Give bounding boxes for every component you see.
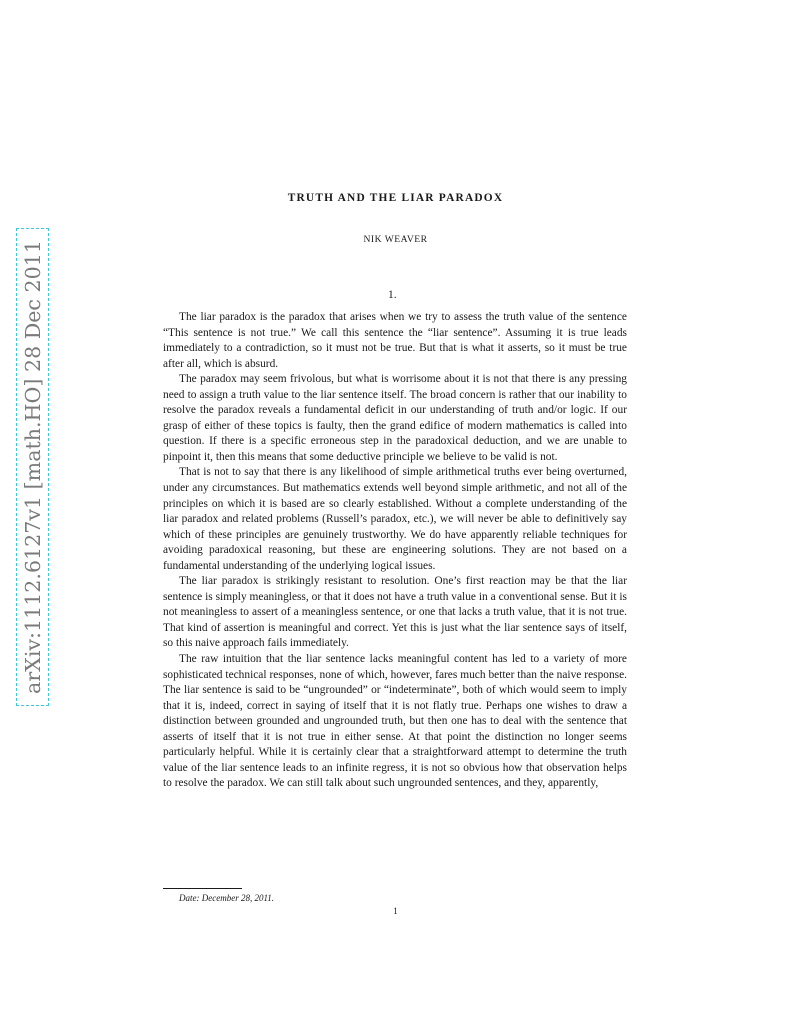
paper-author: NIK WEAVER [363, 234, 428, 245]
paragraph: The raw intuition that the liar sentence lacks meaningful content has led to a variety of more sophisticated technical responses, none of which, however, fares much better than the naive response. The liar sentence is said to be “ungrounded” or “indeterminate”, both of which would seem to imply that it is, indeed, correct in saying of itself that it is not flatly true. Perhaps one wishes to draw a distinction between grounded and ungrounded truth, but then one has to deal with the sentence that asserts of itself that it is not true in either sense. At that point the distinction no longer seems particularly helpful. While it is certainly clear that a straightforward attempt to determine the truth value of the liar sentence leads to an infinite regress, it is not so obvious how that observation helps to resolve the paradox. We can still talk about such ungrounded sentences, and they, apparently, [163, 653, 627, 790]
paragraph: The liar paradox is strikingly resistant to resolution. One’s first reaction may be that the liar sentence is simply meaningless, or that it does not have a truth value in a conventional sense. But it is not meaningless to assert of a meaningless sentence, or one that lacks a truth value, that it is not true. That kind of assertion is meaningful and correct. Yet this is just what the liar sentence says of itself, so this naive approach fails immediately. [163, 575, 627, 650]
footnote-divider [163, 888, 242, 889]
paper-title: TRUTH AND THE LIAR PARADOX [287, 192, 504, 204]
paragraph: The liar paradox is the paradox that arises when we try to assess the truth value of the sentence “This sentence is not true.” We call this sentence the “liar sentence”. Assuming it is true leads immediately to a contradiction, so it must not be true. But that is what it asserts, so it must be true after all, which is absurd. [163, 311, 627, 370]
paragraph: The paradox may seem frivolous, but what is worrisome about it is not that there is any pressing need to assign a truth value to the liar sentence itself. The broad concern is rather that our inability to resolve the paradox reveals a fundamental deficit in our understanding of truth and/or logic. If our grasp of either of these topics is faulty, then the grand edifice of modern mathematics is called into question. If there is a specific erroneous step in the paradoxical deduction, and we are unable to pinpoint it, then this means that some deductive principle we believe to be valid is not. [163, 373, 627, 463]
section-number: 1. [388, 289, 397, 301]
page-number: 1 [393, 906, 398, 916]
body-text [163, 310, 627, 792]
arxiv-identifier-stamp [16, 228, 49, 706]
arxiv-identifier-text: arXiv:1112.6127v1 [math.HO] 28 Dec 2011 [20, 240, 45, 694]
footnote-date: Date: December 28, 2011. [179, 893, 275, 903]
paragraph: That is not to say that there is any likelihood of simple arithmetical truths ever being overturned, under any circumstances. But mathematics extends well beyond simple arithmetic, and not all of the principles on which it is based are so clearly established. Without a complete understanding of the liar paradox and related problems (Russell’s paradox, etc.), we will never be able to definitively say which of these principles are genuinely trustworthy. We do have apparently reliable techniques for avoiding paradoxical reasoning, but these are engineering solutions. They are not based on a fundamental understanding of the underlying logical issues. [163, 466, 627, 572]
